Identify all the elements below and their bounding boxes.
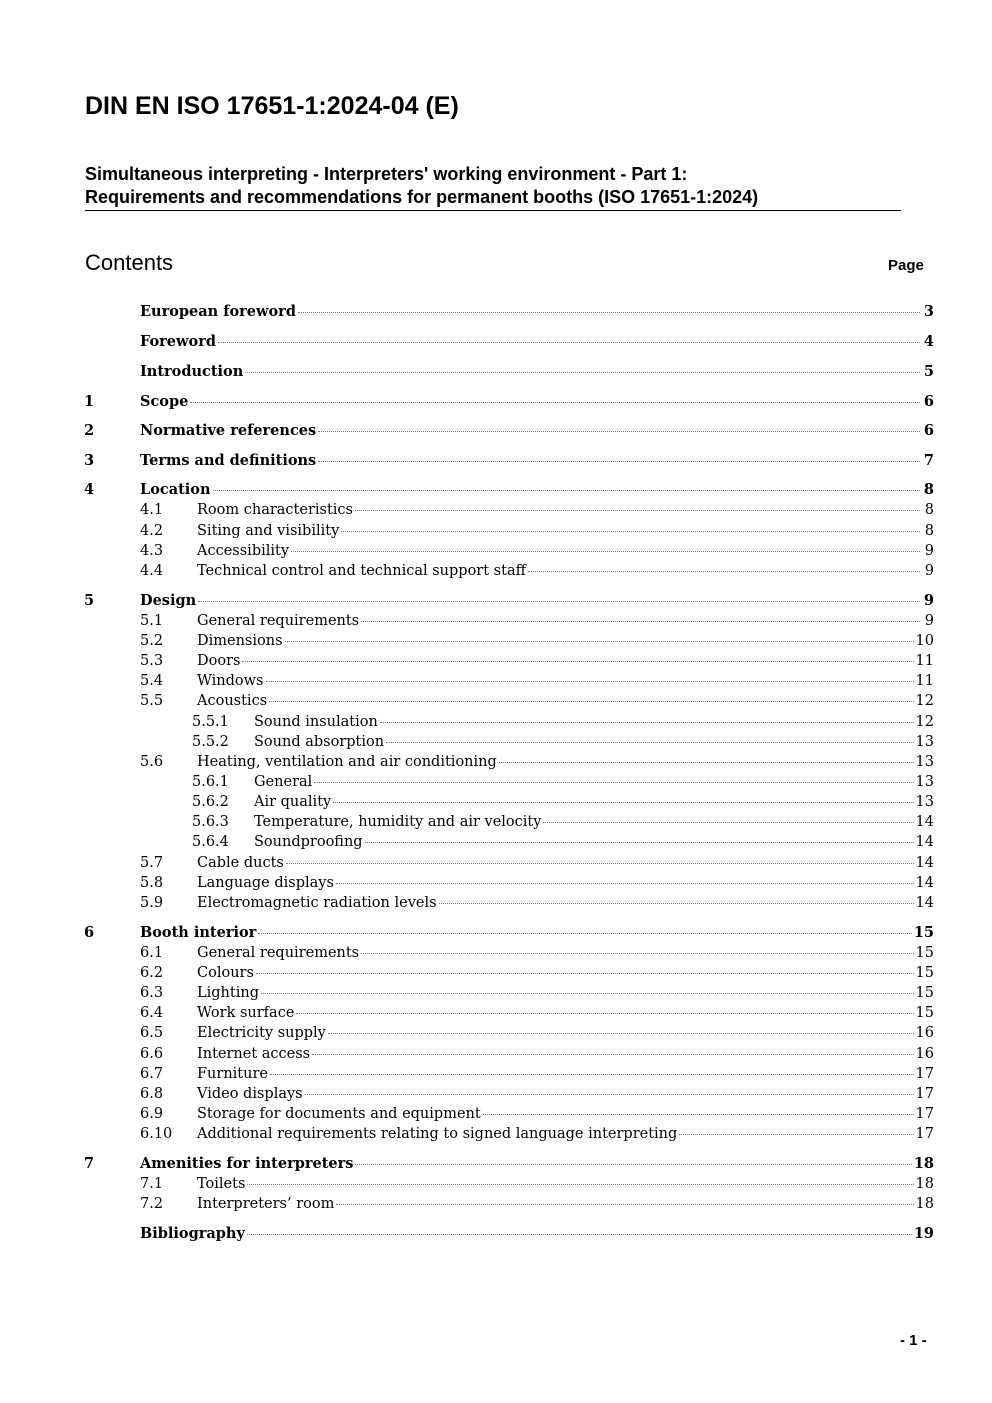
toc-entry-page: 3	[923, 303, 934, 320]
toc-entry[interactable]	[84, 943, 934, 963]
toc-entry[interactable]	[84, 963, 934, 983]
toc-entry[interactable]	[84, 521, 934, 541]
toc-entry[interactable]	[84, 1044, 934, 1064]
toc-entry-title: Temperature, humidity and air velocity	[254, 814, 542, 830]
toc-entry[interactable]	[84, 451, 934, 471]
toc-dot-leader	[679, 1133, 913, 1135]
toc-entry[interactable]	[84, 631, 934, 651]
toc-entry-title: Cable ducts	[197, 855, 284, 871]
toc-entry-number: 6.5	[140, 1025, 164, 1041]
toc-entry-number: 5	[84, 592, 95, 609]
toc-dot-leader	[269, 700, 913, 702]
toc-entry-title: General	[254, 774, 313, 790]
toc-entry-page: 6	[923, 393, 934, 410]
toc-entry-number: 5.1	[140, 613, 164, 629]
toc-entry[interactable]	[84, 1084, 934, 1104]
toc-entry-number: 6	[84, 924, 95, 941]
toc-entry-number: 5.9	[140, 895, 164, 911]
toc-dot-leader	[365, 841, 914, 843]
toc-entry[interactable]	[84, 853, 934, 873]
toc-entry-title: General requirements	[197, 613, 360, 629]
toc-entry[interactable]	[84, 691, 934, 711]
toc-entry-title: Electromagnetic radiation levels	[197, 895, 437, 911]
toc-entry[interactable]	[84, 651, 934, 671]
toc-entry-page: 11	[915, 673, 934, 689]
toc-entry[interactable]	[84, 873, 934, 893]
toc-entry-number: 6.6	[140, 1046, 164, 1062]
toc-entry-number: 5.5.2	[192, 734, 229, 750]
toc-entry-title: Video displays	[197, 1086, 303, 1102]
toc-entry-page: 7	[923, 452, 934, 469]
toc-entry-title: Foreword	[140, 333, 216, 350]
toc-dot-leader	[333, 801, 913, 803]
toc-entry-title: Acoustics	[197, 693, 268, 709]
toc-entry-number: 6.10	[140, 1126, 173, 1142]
toc-entry[interactable]	[84, 302, 934, 322]
toc-dot-leader	[328, 1032, 914, 1034]
toc-dot-leader	[380, 721, 914, 723]
toc-entry-title: Amenities for interpreters	[140, 1155, 354, 1172]
toc-entry[interactable]	[84, 712, 934, 732]
toc-entry-number: 5.3	[140, 653, 164, 669]
toc-entry-number: 1	[84, 393, 95, 410]
toc-dot-leader	[361, 952, 913, 954]
toc-entry[interactable]	[84, 392, 934, 412]
toc-entry[interactable]	[84, 1174, 934, 1194]
toc-entry[interactable]	[84, 1124, 934, 1144]
toc-entry[interactable]	[84, 893, 934, 913]
toc-entry-number: 5.7	[140, 855, 164, 871]
toc-entry-title: Internet access	[197, 1046, 311, 1062]
toc-entry-title: Lighting	[197, 985, 259, 1001]
toc-entry[interactable]	[84, 1154, 934, 1174]
page-column-heading: Page	[888, 257, 924, 274]
toc-entry-number: 6.7	[140, 1066, 164, 1082]
toc-entry-title: Heating, ventilation and air conditioning	[197, 754, 497, 770]
toc-entry-page: 15	[915, 1005, 934, 1021]
toc-entry-title: Design	[140, 592, 197, 609]
toc-entry-title: Sound absorption	[254, 734, 385, 750]
subtitle-line-1: Simultaneous interpreting - Interpreters' working environment - Part 1:	[85, 164, 688, 184]
toc-entry-page: 11	[915, 653, 934, 669]
toc-entry-title: Furniture	[197, 1066, 268, 1082]
toc-entry-title: Language displays	[197, 875, 334, 891]
toc-dot-leader	[318, 460, 920, 462]
toc-entry-title: Scope	[140, 393, 189, 410]
toc-entry-number: 7	[84, 1155, 95, 1172]
toc-entry-page: 13	[915, 774, 934, 790]
toc-entry-page: 19	[913, 1225, 934, 1242]
toc-dot-leader	[543, 821, 913, 823]
toc-entry-page: 15	[915, 945, 934, 961]
toc-dot-leader	[386, 741, 913, 743]
toc-entry-title: Location	[140, 481, 211, 498]
toc-entry[interactable]	[84, 1194, 934, 1214]
contents-heading: Contents	[85, 250, 174, 275]
toc-dot-leader	[314, 781, 913, 783]
toc-entry-page: 13	[915, 794, 934, 810]
toc-dot-leader	[298, 311, 920, 313]
toc-entry-title: Air quality	[254, 794, 332, 810]
toc-entry-page: 13	[915, 734, 934, 750]
toc-entry-title: Siting and visibility	[197, 523, 340, 539]
toc-entry[interactable]	[84, 561, 934, 581]
toc-dot-leader	[247, 1233, 912, 1235]
toc-dot-leader	[218, 341, 920, 343]
toc-entry-page: 15	[915, 965, 934, 981]
toc-entry-number: 5.2	[140, 633, 164, 649]
toc-dot-leader	[245, 371, 920, 373]
toc-entry-title: Bibliography	[140, 1225, 245, 1242]
toc-entry-page: 8	[924, 523, 934, 539]
toc-entry-page: 5	[923, 363, 934, 380]
toc-entry[interactable]	[84, 480, 934, 500]
toc-dot-leader	[312, 1053, 913, 1055]
toc-entry-page: 8	[924, 502, 934, 518]
toc-entry-page: 17	[915, 1086, 934, 1102]
toc-dot-leader	[198, 600, 920, 602]
toc-dot-leader	[439, 902, 914, 904]
toc-entry[interactable]	[84, 611, 934, 631]
toc-entry-number: 6.8	[140, 1086, 164, 1102]
toc-entry[interactable]	[84, 500, 934, 520]
toc-entry-page: 12	[915, 693, 934, 709]
toc-entry-page: 14	[915, 814, 934, 830]
toc-entry-title: Additional requirements relating to signed language interpreting	[197, 1126, 678, 1142]
toc-entry-page: 14	[915, 875, 934, 891]
toc-dot-leader	[213, 489, 920, 491]
toc-entry-title: Interpreters’ room	[197, 1196, 335, 1212]
toc-dot-leader	[256, 972, 914, 974]
toc-entry-number: 4	[84, 481, 95, 498]
toc-entry-title: General requirements	[197, 945, 360, 961]
toc-dot-leader	[336, 1203, 913, 1205]
toc-entry-title: Booth interior	[140, 924, 257, 941]
toc-dot-leader	[242, 660, 913, 662]
toc-dot-leader	[355, 1163, 911, 1165]
toc-entry[interactable]	[84, 1023, 934, 1043]
toc-entry[interactable]	[84, 812, 934, 832]
toc-entry[interactable]	[84, 752, 934, 772]
toc-entry[interactable]	[84, 1224, 934, 1244]
toc-dot-leader	[499, 761, 914, 763]
toc-entry-number: 5.8	[140, 875, 164, 891]
toc-entry-title: Sound insulation	[254, 714, 378, 730]
toc-dot-leader	[355, 509, 920, 511]
toc-entry[interactable]	[84, 421, 934, 441]
toc-entry-page: 14	[915, 834, 934, 850]
toc-entry-title: European foreword	[140, 303, 296, 320]
toc-dot-leader	[361, 620, 920, 622]
toc-entry-page: 15	[915, 985, 934, 1001]
toc-dot-leader	[247, 1183, 913, 1185]
toc-entry-title: Dimensions	[197, 633, 283, 649]
toc-dot-leader	[261, 992, 914, 994]
toc-entry[interactable]	[84, 591, 934, 611]
toc-entry[interactable]	[84, 541, 934, 561]
toc-dot-leader	[341, 530, 920, 532]
toc-entry-number: 3	[84, 452, 95, 469]
toc-entry-page: 18	[913, 1155, 934, 1172]
toc-entry-title: Toilets	[197, 1176, 246, 1192]
toc-dot-leader	[266, 680, 914, 682]
toc-entry-page: 18	[915, 1196, 934, 1212]
toc-entry[interactable]	[84, 772, 934, 792]
toc-entry[interactable]	[84, 1064, 934, 1084]
toc-entry-page: 16	[915, 1025, 934, 1041]
toc-entry-page: 14	[915, 895, 934, 911]
toc-entry-page: 13	[915, 754, 934, 770]
toc-entry-page: 17	[915, 1106, 934, 1122]
toc-entry-page: 8	[923, 481, 934, 498]
toc-entry-number: 5.5.1	[192, 714, 229, 730]
toc-entry-number: 5.6	[140, 754, 164, 770]
toc-entry-title: Storage for documents and equipment	[197, 1106, 481, 1122]
toc-entry-page: 14	[915, 855, 934, 871]
toc-entry-number: 5.4	[140, 673, 164, 689]
toc-entry[interactable]	[84, 983, 934, 1003]
toc-entry-title: Soundproofing	[254, 834, 363, 850]
toc-entry-number: 7.2	[140, 1196, 164, 1212]
toc-entry-number: 6.1	[140, 945, 164, 961]
toc-entry-page: 15	[913, 924, 934, 941]
toc-dot-leader	[336, 882, 914, 884]
toc-dot-leader	[270, 1073, 914, 1075]
toc-entry-title: Room characteristics	[197, 502, 353, 518]
toc-entry-page: 10	[915, 633, 934, 649]
toc-entry-title: Introduction	[140, 363, 244, 380]
toc-entry-page: 17	[915, 1066, 934, 1082]
toc-entry-number: 2	[84, 422, 95, 439]
toc-dot-leader	[483, 1113, 914, 1115]
toc-entry-title: Terms and definitions	[140, 452, 317, 469]
toc-entry-number: 7.1	[140, 1176, 164, 1192]
toc-entry-number: 6.3	[140, 985, 164, 1001]
subtitle-line-2: Requirements and recommendations for permanent booths (ISO 17651-1:2024)	[85, 187, 759, 207]
toc-entry-title: Windows	[197, 673, 264, 689]
toc-entry-page: 16	[915, 1046, 934, 1062]
toc-entry-page: 17	[915, 1126, 934, 1142]
toc-entry[interactable]	[84, 1104, 934, 1124]
page-number-footer: - 1 -	[900, 1332, 927, 1349]
toc-entry-number: 4.4	[140, 563, 164, 579]
toc-entry-page: 9	[924, 543, 934, 559]
document-subtitle	[85, 163, 901, 211]
toc-entry[interactable]	[84, 732, 934, 752]
toc-entry-title: Electricity supply	[197, 1025, 326, 1041]
toc-dot-leader	[285, 640, 914, 642]
toc-entry-title: Accessibility	[197, 543, 290, 559]
toc-entry[interactable]	[84, 923, 934, 943]
toc-entry-page: 18	[915, 1176, 934, 1192]
toc-entry[interactable]	[84, 832, 934, 852]
toc-dot-leader	[258, 932, 911, 934]
toc-entry-page: 4	[923, 333, 934, 350]
toc-dot-leader	[305, 1093, 914, 1095]
toc-dot-leader	[318, 430, 920, 432]
toc-entry-number: 5.6.3	[192, 814, 229, 830]
toc-entry-number: 6.9	[140, 1106, 164, 1122]
toc-entry-number: 4.2	[140, 523, 164, 539]
standard-title: DIN EN ISO 17651-1:2024-04 (E)	[85, 92, 459, 120]
toc-entry-page: 6	[923, 422, 934, 439]
toc-dot-leader	[528, 570, 920, 572]
toc-entry-page: 9	[924, 563, 934, 579]
toc-dot-leader	[296, 1012, 913, 1014]
toc-entry-page: 9	[924, 613, 934, 629]
toc-entry-number: 5.6.4	[192, 834, 229, 850]
toc-dot-leader	[286, 862, 914, 864]
toc-entry-title: Doors	[197, 653, 241, 669]
toc-entry[interactable]	[84, 792, 934, 812]
toc-entry-number: 4.3	[140, 543, 164, 559]
toc-entry[interactable]	[84, 332, 934, 352]
toc-entry[interactable]	[84, 362, 934, 382]
toc-entry-number: 5.5	[140, 693, 164, 709]
toc-entry-title: Technical control and technical support staff	[197, 563, 526, 579]
toc-entry-page: 9	[923, 592, 934, 609]
toc-entry-number: 6.2	[140, 965, 164, 981]
toc-entry-title: Colours	[197, 965, 254, 981]
toc-entry-page: 12	[915, 714, 934, 730]
toc-entry[interactable]	[84, 671, 934, 691]
toc-entry-number: 6.4	[140, 1005, 164, 1021]
toc-dot-leader	[291, 550, 920, 552]
toc-entry-number: 5.6.2	[192, 794, 229, 810]
toc-entry-title: Work surface	[197, 1005, 295, 1021]
toc-entry-title: Normative references	[140, 422, 317, 439]
toc-dot-leader	[190, 401, 920, 403]
toc-entry-number: 4.1	[140, 502, 164, 518]
toc-entry[interactable]	[84, 1003, 934, 1023]
toc-entry-number: 5.6.1	[192, 774, 229, 790]
